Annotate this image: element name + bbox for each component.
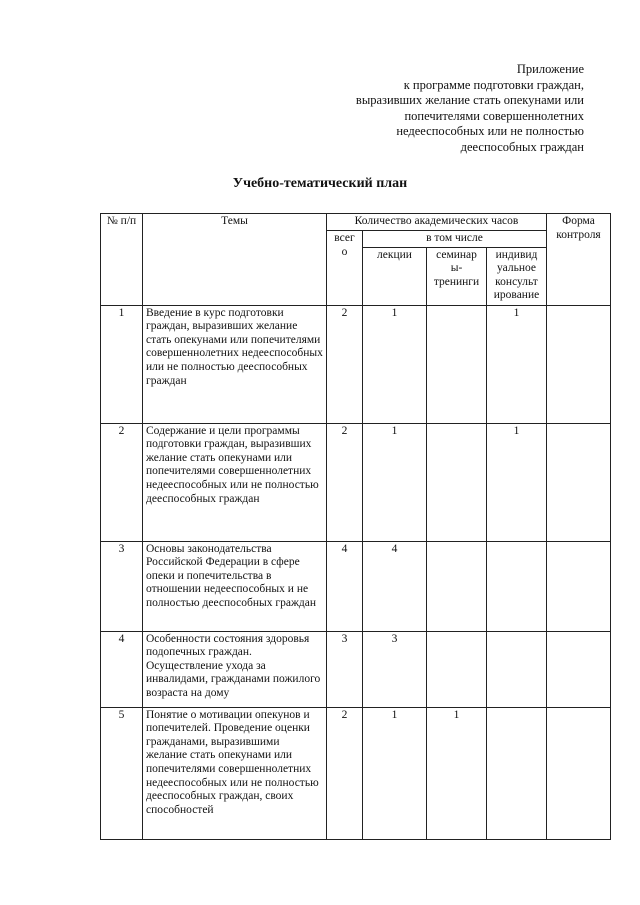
row-control [547, 707, 611, 839]
header-individual: индивид уальное консульт ирование [487, 247, 547, 305]
row-topic: Понятие о мотивации опекунов и попечителей. Проведение оценки гражданами, выразившими желание стать опекунами или попечителями совершеннолетних недееспособных или не полностью дееспособных граждан, своих способностей [143, 707, 327, 839]
appendix-note [264, 62, 584, 156]
row-topic: Особенности состояния здоровья подопечных граждан. Осуществление ухода за инвалидами, гражданами пожилого возраста на дому [143, 631, 327, 707]
row-control [547, 541, 611, 631]
appendix-line: Приложение [516, 62, 584, 76]
row-lectures: 1 [363, 423, 427, 541]
header-topics: Темы [143, 214, 327, 306]
row-control [547, 631, 611, 707]
header-total: всег о [327, 231, 363, 306]
row-control [547, 305, 611, 423]
header-control-form: Форма контроля [547, 214, 611, 306]
row-number: 3 [101, 541, 143, 631]
row-individual [487, 631, 547, 707]
header-number: № п/п [101, 214, 143, 306]
row-seminars [427, 423, 487, 541]
header-academic-hours: Количество академических часов [327, 214, 547, 231]
row-total: 2 [327, 707, 363, 839]
row-lectures: 3 [363, 631, 427, 707]
row-seminars [427, 541, 487, 631]
row-seminars: 1 [427, 707, 487, 839]
appendix-line: к программе подготовки граждан, [403, 77, 584, 92]
table-row [101, 707, 611, 839]
document-title: Учебно-тематический план [232, 176, 408, 191]
row-number: 1 [101, 305, 143, 423]
row-lectures: 1 [363, 305, 427, 423]
appendix-line: недееспособных или не полностью [396, 124, 584, 139]
row-number: 5 [101, 707, 143, 839]
row-number: 4 [101, 631, 143, 707]
header-seminars: семинар ы- тренинги [427, 247, 487, 305]
row-individual: 1 [487, 305, 547, 423]
row-lectures: 1 [363, 707, 427, 839]
row-control [547, 423, 611, 541]
row-individual [487, 707, 547, 839]
row-total: 3 [327, 631, 363, 707]
row-individual [487, 541, 547, 631]
appendix-line: выразивших желание стать опекунами или [355, 93, 584, 108]
row-total: 2 [327, 305, 363, 423]
row-total: 4 [327, 541, 363, 631]
row-individual: 1 [487, 423, 547, 541]
table-row [101, 541, 611, 631]
row-seminars [427, 631, 487, 707]
table-row [101, 423, 611, 541]
header-lectures: лекции [363, 247, 427, 305]
curriculum-table [100, 213, 611, 840]
row-topic: Введение в курс подготовки граждан, выразивших желание стать опекунами или попечителями совершеннолетних недееспособных или не полностью дееспособных граждан [143, 305, 327, 423]
row-total: 2 [327, 423, 363, 541]
table-row [101, 631, 611, 707]
row-seminars [427, 305, 487, 423]
appendix-line: дееспособных граждан [460, 139, 584, 154]
row-topic: Содержание и цели программы подготовки граждан, выразивших желание стать опекунами или попечителями совершеннолетних недееспособных или не полностью дееспособных граждан [143, 423, 327, 541]
appendix-line: попечителями совершеннолетних [404, 108, 584, 123]
row-number: 2 [101, 423, 143, 541]
row-lectures: 4 [363, 541, 427, 631]
row-topic: Основы законодательства Российской Федерации в сфере опеки и попечительства в отношении недееспособных и не полностью дееспособных граждан [143, 541, 327, 631]
header-including: в том числе [363, 231, 547, 248]
table-row [101, 305, 611, 423]
